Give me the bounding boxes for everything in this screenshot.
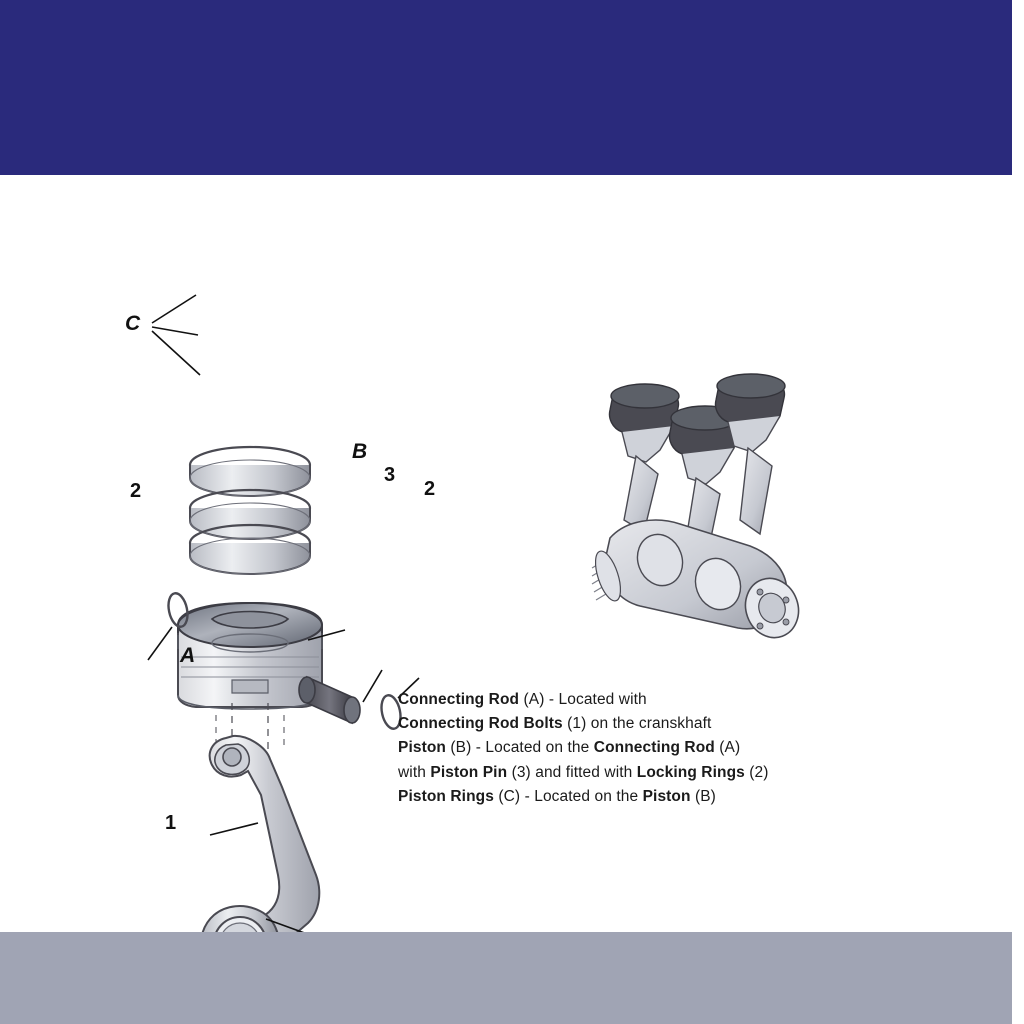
callout-label-3: 3 <box>384 464 396 486</box>
caption-term: Piston <box>398 739 446 757</box>
caption-text: (1) on the cranskhaft <box>562 715 712 733</box>
caption-term: Piston Pin <box>430 763 508 781</box>
technical-illustration <box>0 175 1012 932</box>
callout-label-2-left: 2 <box>130 480 142 502</box>
exploded-diagram-svg <box>0 175 1012 932</box>
header-band <box>0 0 1012 175</box>
caption-text: (B) <box>690 787 716 805</box>
piston-group <box>178 603 345 753</box>
callout-label-2-right: 2 <box>424 478 436 500</box>
connecting-rod-group <box>200 736 319 932</box>
caption-term: Connecting Rod <box>398 691 520 708</box>
caption-term: Connecting Rod <box>593 739 715 757</box>
callout-label-a: A <box>180 644 196 667</box>
caption-text: (C) - Located on the <box>493 787 643 805</box>
caption-term: Connecting Rod Bolts <box>398 715 563 733</box>
caption-block <box>398 688 868 809</box>
caption-term: Locking Rings <box>636 763 745 781</box>
caption-text: (2) <box>744 763 769 781</box>
caption-text: (A) - Located with <box>519 691 647 708</box>
caption-line <box>398 785 868 809</box>
piston-rings-group <box>152 295 310 574</box>
caption-line <box>398 712 868 736</box>
caption-term: Piston Rings <box>398 787 494 805</box>
right-margin <box>1012 0 1024 1024</box>
caption-text: with <box>398 763 431 781</box>
footer-band <box>0 932 1012 1024</box>
caption-text: (A) <box>714 739 741 757</box>
callout-label-c: C <box>125 312 141 335</box>
caption-line <box>398 736 868 760</box>
caption-line <box>398 688 868 712</box>
caption-text: (3) and fitted with <box>507 763 637 781</box>
caption-line <box>398 761 868 785</box>
caption-text: (B) - Located on the <box>445 739 594 757</box>
caption-term: Piston <box>642 787 691 805</box>
callout-label-1: 1 <box>165 812 177 834</box>
callout-label-b: B <box>352 440 368 463</box>
crankshaft-assembly-inset <box>590 374 806 645</box>
